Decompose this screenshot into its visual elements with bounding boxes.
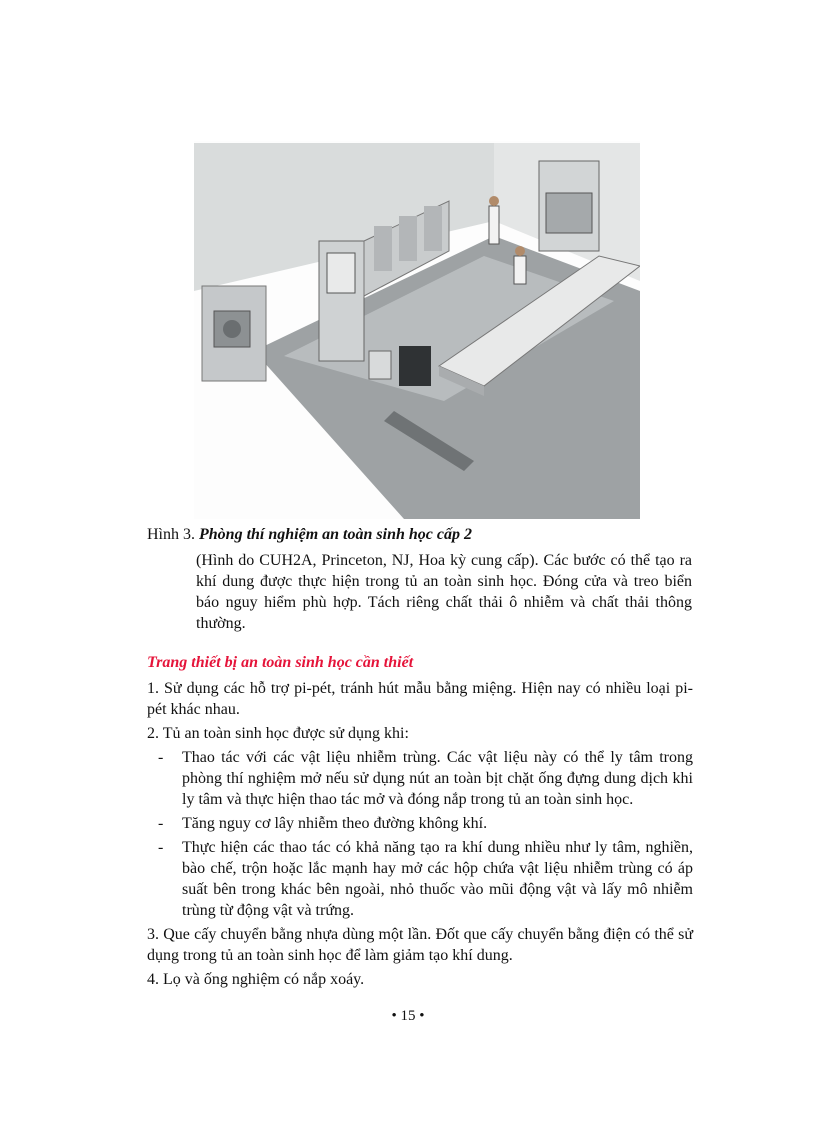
bullet-item bbox=[147, 813, 693, 834]
figure-caption bbox=[147, 524, 707, 545]
bullet-item bbox=[147, 747, 693, 810]
bullet-text: Thao tác với các vật liệu nhiễm trùng. Các vật liệu này có thể ly tâm trong phòng thí nghiệm mở nếu sử dụng nút an toàn bịt chặt ống đựng dung dịch khi ly tâm và thực hiện thao tác mở và đóng nắp trong tủ an toàn sinh học. bbox=[182, 749, 693, 808]
list-item-2: 2. Tủ an toàn sinh học được sử dụng khi: bbox=[147, 725, 409, 742]
lab-illustration-drawing bbox=[194, 141, 640, 519]
bullet-text: Tăng nguy cơ lây nhiễm theo đường không khí. bbox=[182, 815, 488, 832]
list-item-3: 3. Que cấy chuyển bằng nhựa dùng một lần. Đốt que cấy chuyển bằng điện có thể sử dụng trong tủ an toàn sinh học để làm giảm tạo khí dung. bbox=[147, 926, 693, 964]
list-item-4: 4. Lọ và ống nghiệm có nắp xoáy. bbox=[147, 971, 365, 988]
page-number: • 15 • bbox=[391, 1008, 425, 1024]
bullet-list bbox=[147, 747, 693, 921]
figure-caption-title: Phòng thí nghiệm an toàn sinh học cấp 2 bbox=[199, 526, 472, 543]
section-body bbox=[147, 678, 693, 993]
bullet-text: Thực hiện các thao tác có khả năng tạo ra khí dung nhiều như ly tâm, nghiền, bào chế, trộn hoặc lắc mạnh hay mở các hộp chứa vật liệu nhiễm trùng có áp suất bên trong khác bên ngoài, nhỏ thuốc vào mũi động vật và lấy mô nhiễm trùng từ động vật và trứng. bbox=[182, 839, 693, 919]
bullet-item bbox=[147, 837, 693, 921]
section-heading: Trang thiết bị an toàn sinh học cần thiết bbox=[147, 654, 414, 671]
figure-caption-prefix: Hình 3. bbox=[147, 526, 199, 543]
bullet-dash: - bbox=[158, 749, 164, 766]
lab-illustration bbox=[194, 141, 640, 519]
bullet-dash: - bbox=[158, 815, 164, 832]
list-item-1: 1. Sử dụng các hỗ trợ pi-pét, tránh hút mẫu bằng miệng. Hiện nay có nhiều loại pi-pét khác nhau. bbox=[147, 680, 693, 718]
bullet-dash: - bbox=[158, 839, 164, 856]
figure-caption-description: (Hình do CUH2A, Princeton, NJ, Hoa kỳ cung cấp). Các bước có thể tạo ra khí dung được thực hiện trong tủ an toàn sinh học. Đóng cửa và treo biển báo nguy hiểm phù hợp. Tách riêng chất thải ô nhiễm và chất thải thông thường. bbox=[196, 552, 692, 632]
